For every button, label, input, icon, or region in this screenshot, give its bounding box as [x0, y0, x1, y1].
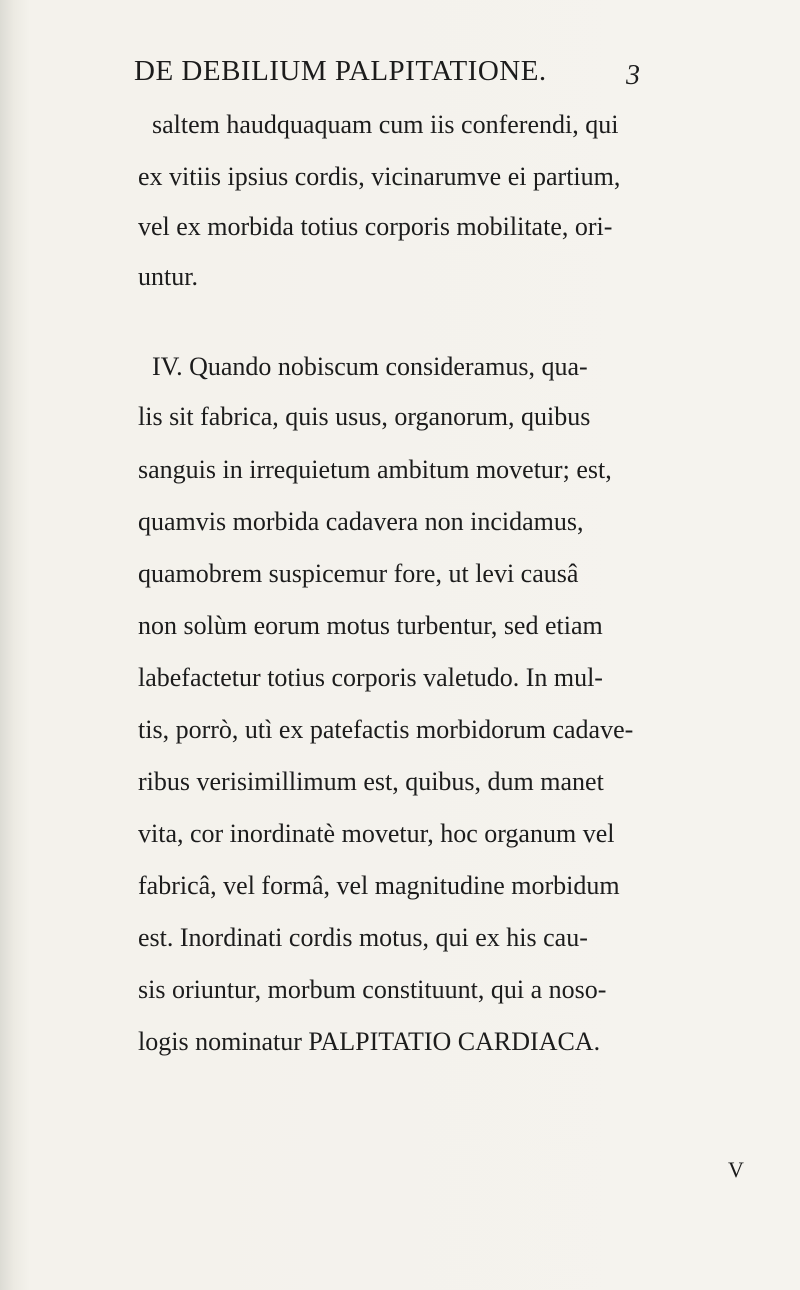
text-line: est. Inordinati cordis motus, qui ex his cau-	[138, 923, 588, 952]
text-line: quamvis morbida cadavera non incidamus,	[138, 507, 584, 536]
text-line: untur.	[138, 262, 198, 291]
text-line: non solùm eorum motus turbentur, sed etiam	[138, 611, 603, 640]
text-line: logis nominatur PALPITATIO CARDIACA.	[138, 1027, 601, 1056]
text-line: quamobrem suspicemur fore, ut levi causâ	[138, 559, 579, 588]
catchword: V	[728, 1157, 744, 1182]
text-line: vel ex morbida totius corporis mobilitate, ori-	[138, 212, 613, 241]
text-line: IV. Quando nobiscum consideramus, qua-	[152, 352, 588, 381]
text-line: sanguis in irrequietum ambitum movetur; est,	[138, 455, 612, 484]
text-line: ex vitiis ipsius cordis, vicinarumve ei partium,	[138, 162, 621, 191]
text-line: sis oriuntur, morbum constituunt, qui a noso-	[138, 975, 607, 1004]
text-line: saltem haudquaquam cum iis conferendi, qui	[152, 110, 619, 139]
page-number: 3	[626, 60, 640, 91]
text-line: ribus verisimillimum est, quibus, dum manet	[138, 767, 604, 796]
text-line: lis sit fabrica, quis usus, organorum, quibus	[138, 402, 591, 431]
text-line: vita, cor inordinatè movetur, hoc organum vel	[138, 819, 615, 848]
text-line: fabricâ, vel formâ, vel magnitudine morbidum	[138, 871, 620, 900]
running-title: DE DEBILIUM PALPITATIONE.	[134, 55, 547, 87]
text-line: tis, porrò, utì ex patefactis morbidorum cadave-	[138, 715, 634, 744]
text-line: labefactetur totius corporis valetudo. In mul-	[138, 663, 603, 692]
